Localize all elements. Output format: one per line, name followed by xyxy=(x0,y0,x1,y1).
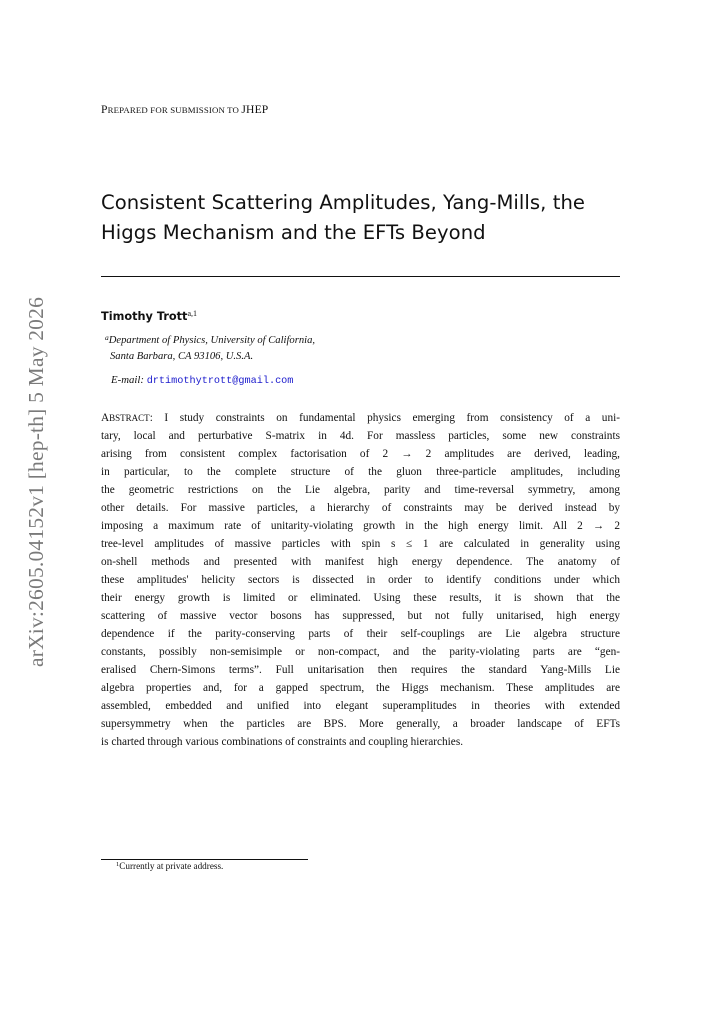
abstract-line: on-shell methods and presented with manifest high energy dependence. The anatomy of xyxy=(101,556,620,568)
author-marks: a,1 xyxy=(187,309,198,318)
abstract-line-text: I study constraints on fundamental physics emerging from consistency of a uni- xyxy=(164,412,621,424)
abstract-line: their energy growth is limited or eliminated. Using these results, it is shown that the xyxy=(101,592,620,604)
abstract-line: constants, possibly non-semisimple or non-compact, and the parity-violating parts are “gen- xyxy=(101,646,620,658)
paper-title: Consistent Scattering Amplitudes, Yang-Mills, the Higgs Mechanism and the EFTs Beyond xyxy=(101,191,586,244)
arxiv-identifier-stamp: arXiv:2605.04152v1 [hep-th] 5 May 2026 xyxy=(24,296,48,668)
affiliation-line-2: Santa Barbara, CA 93106, U.S.A. xyxy=(110,351,254,362)
abstract-heading-colon: : xyxy=(149,412,153,424)
abstract-line: other details. For massive particles, a hierarchy of constraints may be derived instead by xyxy=(101,502,620,514)
footnote xyxy=(116,861,223,871)
email-link[interactable]: drtimothytrott@gmail.com xyxy=(146,376,294,387)
abstract-line: in particular, to the complete structure of the gluon three-particle amplitudes, including xyxy=(101,466,620,478)
abstract-line: tree-level amplitudes of massive particles with spin s ≤ 1 are calculated in generality using xyxy=(101,538,620,550)
author-name: Timothy Trott xyxy=(101,310,188,323)
abstract-line xyxy=(101,409,620,427)
author-line xyxy=(101,310,197,323)
abstract-line: scattering of massive vector bosons has suppressed, but not fully unitarised, high energy xyxy=(101,610,620,622)
abstract-line: the geometric restrictions on the Lie algebra, parity and time-reversal symmetry, among xyxy=(101,484,620,496)
title-rule xyxy=(101,276,620,277)
abstract-line: arising from consistent complex factorisation of 2 → 2 amplitudes are derived, leading, xyxy=(101,448,620,460)
abstract-line: dependence if the parity-conserving parts of their self-couplings are Lie algebra structure xyxy=(101,628,620,640)
affiliation xyxy=(105,333,315,365)
abstract-line: assembled, embedded and unified into elegant superamplitudes in theories with extended xyxy=(101,700,620,712)
affiliation-mark: a xyxy=(105,333,109,342)
affiliation-line-1 xyxy=(105,335,315,346)
prepared-initial: P xyxy=(101,103,108,116)
abstract-line: tary, local and perturbative S-matrix in 4d. For massless particles, some new constraints xyxy=(101,430,620,442)
abstract-heading-initial: A xyxy=(101,412,110,424)
footnote-rule xyxy=(101,859,308,860)
abstract-line: supersymmetry when the particles are BPS. More generally, a broader landscape of EFTs xyxy=(101,718,620,730)
email-line xyxy=(111,374,293,387)
abstract-line: imposing a maximum rate of unitarity-violating growth in the high energy limit. All 2 → 2 xyxy=(101,520,620,532)
abstract-line: is charted through various combinations of constraints and coupling hierarchies. xyxy=(101,736,464,748)
prepared-smallcaps: REPARED FOR SUBMISSION TO xyxy=(107,105,242,115)
affiliation-text-1: Department of Physics, University of California, xyxy=(108,335,316,346)
abstract xyxy=(101,409,620,751)
prepared-for-submission xyxy=(101,103,268,116)
footnote-mark: 1 xyxy=(116,861,120,868)
abstract-line: eralised Chern-Simons terms”. Full unitarisation then requires the standard Yang-Mills Lie xyxy=(101,664,620,676)
abstract-heading xyxy=(101,412,153,424)
journal-name: JHEP xyxy=(241,103,269,116)
footnote-text: Currently at private address. xyxy=(119,861,224,871)
abstract-line: these amplitudes' helicity sectors is dissected in order to identify conditions under which xyxy=(101,574,620,586)
abstract-line: algebra properties and, for a gapped spectrum, the Higgs mechanism. These amplitudes are xyxy=(101,682,620,694)
abstract-heading-smallcaps: BSTRACT xyxy=(109,413,150,423)
email-label: E-mail: xyxy=(111,374,144,386)
